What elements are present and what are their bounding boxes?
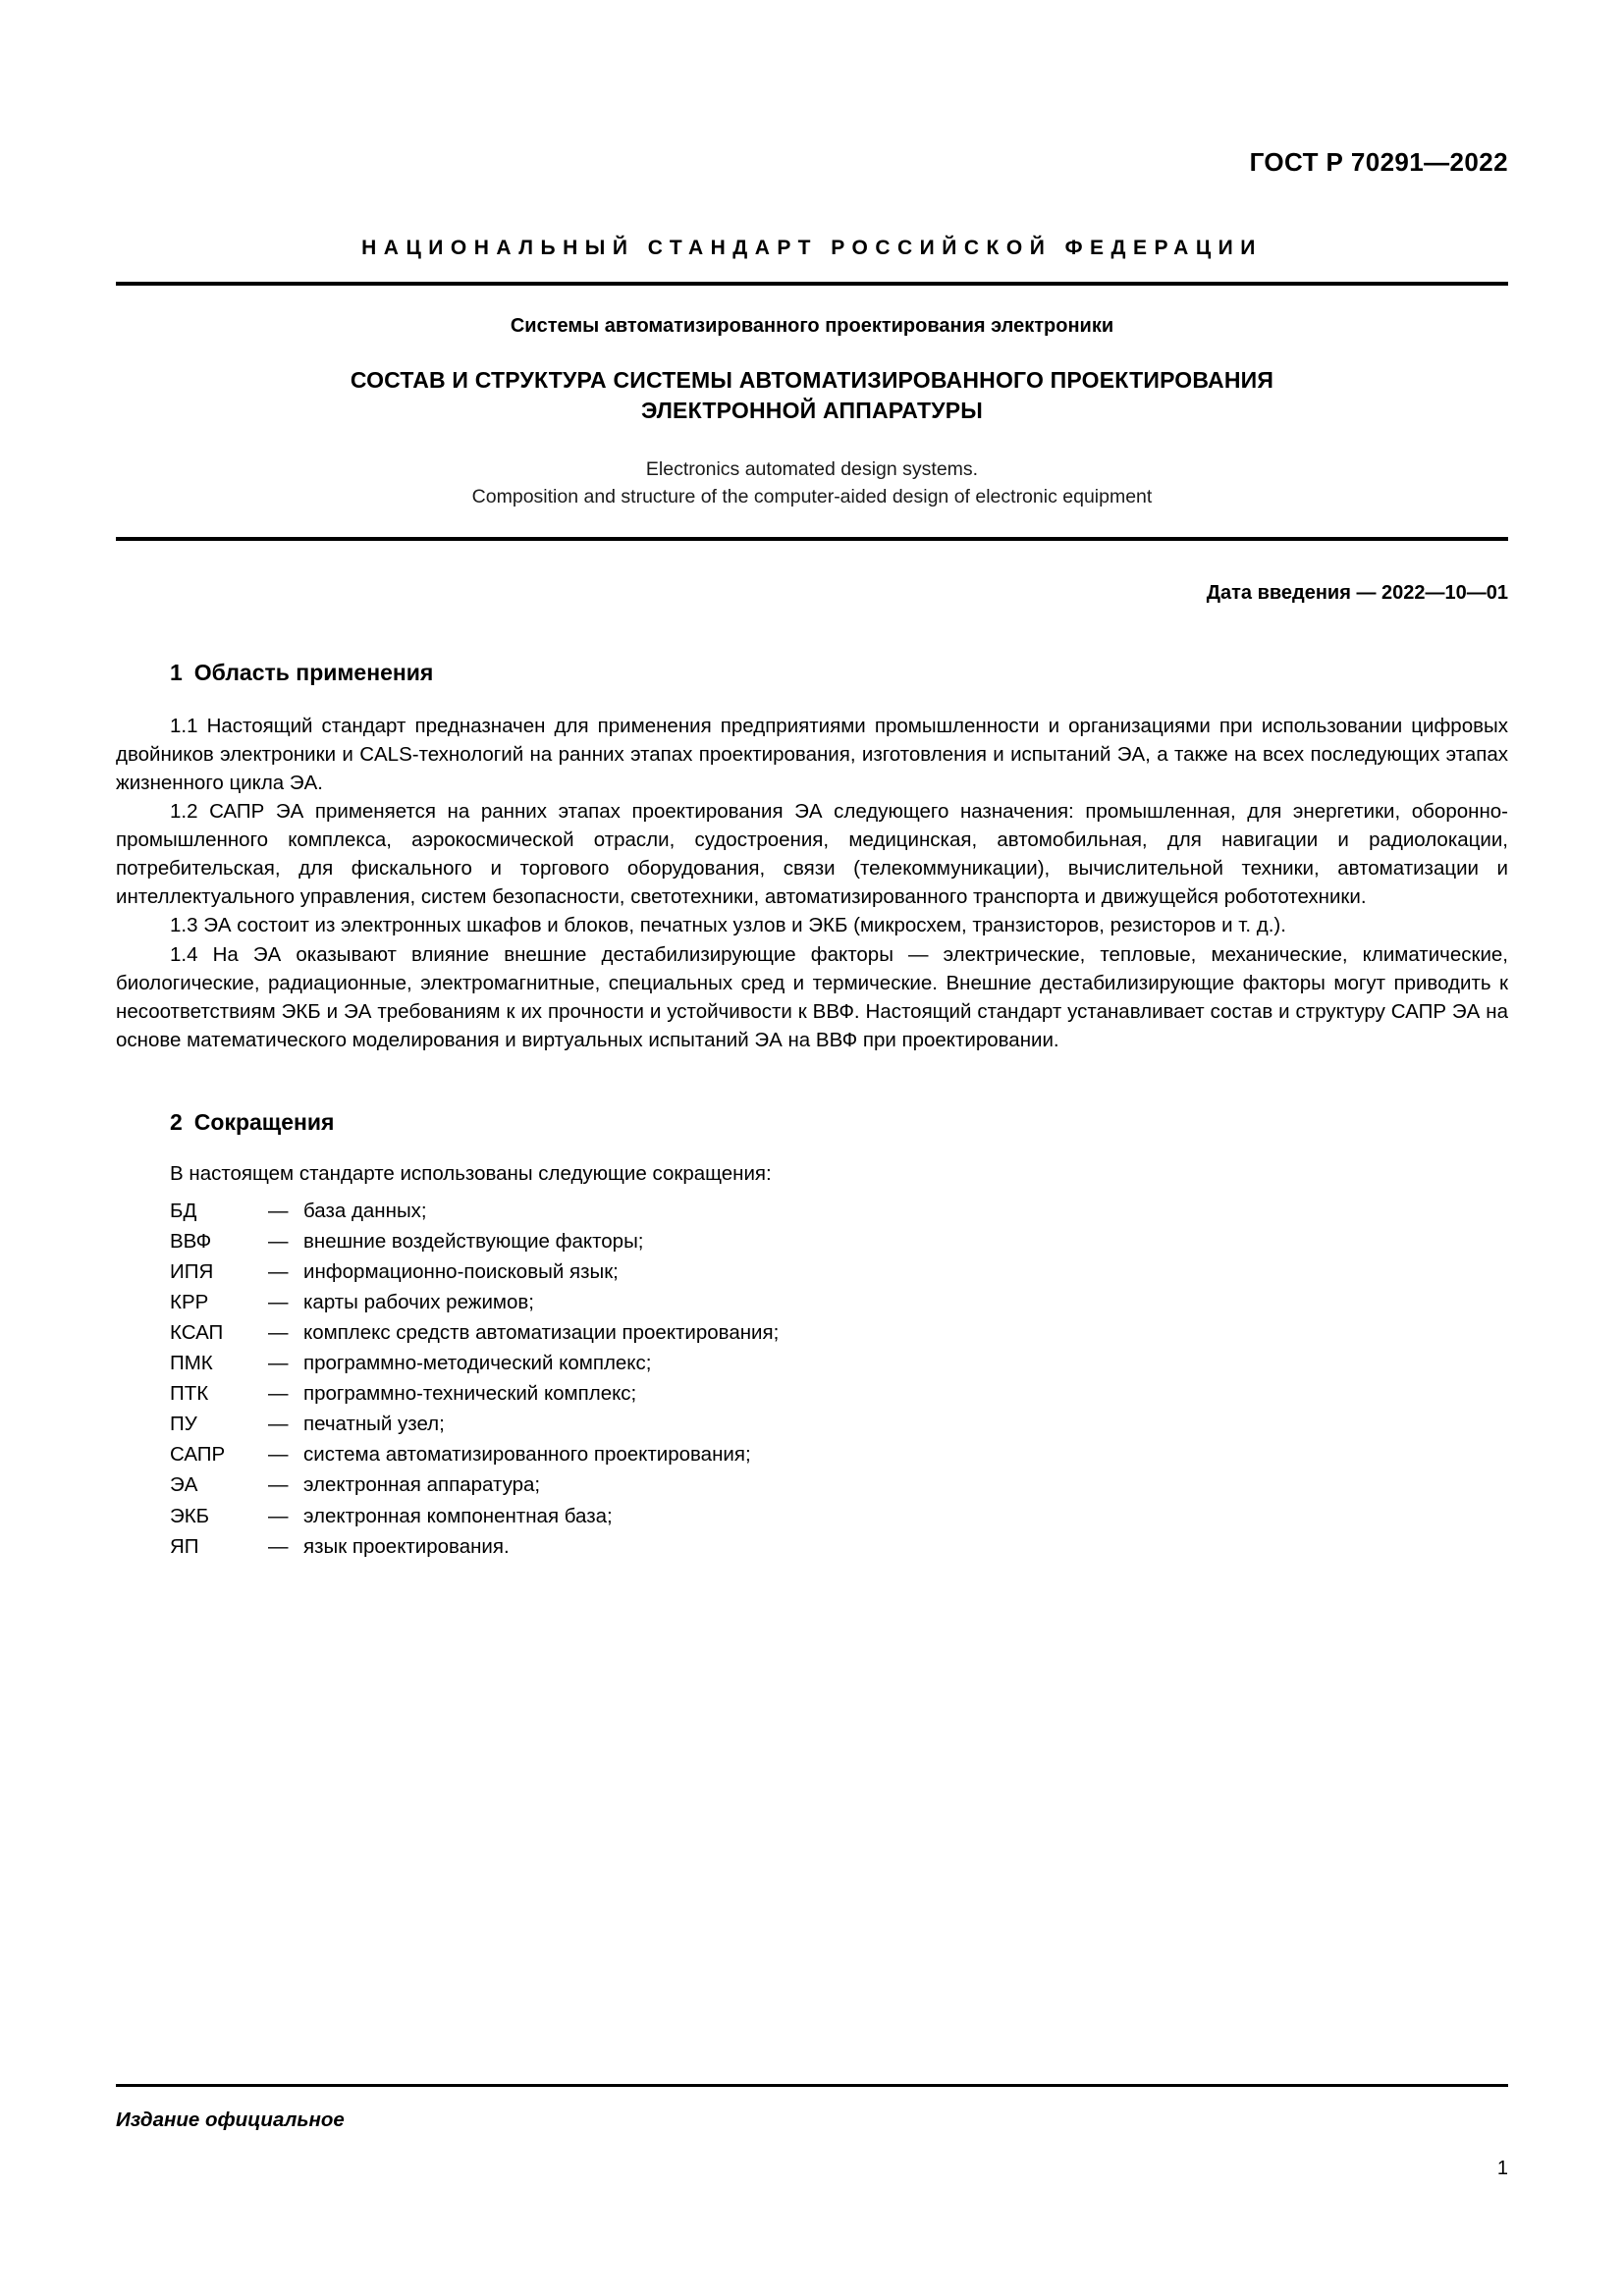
abbreviation-dash: —	[268, 1321, 289, 1345]
abbreviation-value: электронная аппаратура;	[303, 1473, 541, 1497]
divider-under-title	[116, 537, 1508, 541]
abbreviation-key: ЯП	[170, 1534, 199, 1558]
abbreviation-value: печатный узел;	[303, 1413, 445, 1436]
series-subtitle: Системы автоматизированного проектирования электроники	[510, 315, 1114, 337]
table-row	[170, 1469, 779, 1500]
table-row	[170, 1226, 779, 1256]
abbreviation-key: ВВФ	[170, 1230, 212, 1254]
document-code: ГОСТ Р 70291—2022	[1249, 147, 1508, 177]
abbreviation-value: электронная компонентная база;	[303, 1504, 613, 1527]
page-title-line-1: СОСТАВ И СТРУКТУРА СИСТЕМЫ АВТОМАТИЗИРОВАННОГО ПРОЕКТИРОВАНИЯ	[350, 367, 1274, 393]
abbreviation-value: язык проектирования.	[303, 1534, 510, 1558]
abbreviation-dash: —	[268, 1473, 289, 1497]
table-row	[170, 1531, 779, 1562]
table-row	[170, 1501, 779, 1531]
page-title-line-2: ЭЛЕКТРОННОЙ АППАРАТУРЫ	[641, 398, 983, 424]
abbreviation-key: КСАП	[170, 1321, 224, 1345]
abbreviations-table	[170, 1196, 779, 1562]
abbreviation-value: карты рабочих режимов;	[303, 1291, 534, 1314]
divider-top	[116, 282, 1508, 286]
section-title-1: Область применения	[193, 659, 434, 685]
table-row	[170, 1439, 779, 1469]
section-number-2: 2	[170, 1108, 183, 1135]
section-title-2: Сокращения	[193, 1108, 335, 1135]
abbreviation-key: ИПЯ	[170, 1260, 214, 1284]
table-row	[170, 1409, 779, 1439]
abbreviation-value: информационно-поисковый язык;	[303, 1260, 619, 1284]
page-number: 1	[1496, 2158, 1508, 2179]
english-title-line-1: Electronics automated design systems.	[645, 458, 979, 481]
abbreviation-value: программно-технический комплекс;	[303, 1382, 637, 1406]
paragraph-1-3: 1.3 ЭА состоит из электронных шкафов и блоков, печатных узлов и ЭКБ (микросхем, транзисторов, резисторов и т. д.).	[170, 914, 1286, 937]
abbreviation-key: ПТК	[170, 1382, 209, 1406]
english-title-line-2: Composition and structure of the computer-aided design of electronic equipment	[471, 486, 1153, 508]
abbreviation-dash: —	[268, 1230, 289, 1254]
section-number-1: 1	[170, 659, 183, 685]
abbreviation-dash: —	[268, 1260, 289, 1284]
abbreviation-dash: —	[268, 1504, 289, 1527]
abbreviation-dash: —	[268, 1291, 289, 1314]
paragraph-1-4: 1.4 На ЭА оказывают влияние внешние дестабилизирующие факторы — электрические, тепловые, механические, климатические, биологические, радиационные, электромагнитные, специальных сред и термические. Внешние дестабилизирующие факторы могут приводить к несоответствиям ЭКБ и ЭА требованиям к их прочности и устойчивости к ВВФ. Настоящий стандарт устанавливает состав и структуру САПР ЭА на основе математического моделирования и виртуальных испытаний ЭА на ВВФ при проектировании.	[116, 942, 1508, 1051]
abbreviation-value: внешние воздействующие факторы;	[303, 1230, 644, 1254]
abbreviation-key: САПР	[170, 1443, 226, 1467]
abbreviation-value: база данных;	[303, 1200, 427, 1223]
paragraph-1-2: 1.2 САПР ЭА применяется на ранних этапах проектирования ЭА следующего назначения: промышленная, для энергетики, оборонно-промышленного комплекса, аэрокосмической отрасли, судостроения, медицинская, автомобильная, для навигации и радиолокации, потребительская, для фискального и торгового оборудования, связи (телекоммуникации), вычислительной техники, автоматизации и интеллектуального управления, систем безопасности, светотехники, автоматизированного транспорта и движущейся робототехники.	[116, 799, 1508, 909]
section-heading-2	[116, 1109, 1508, 1136]
abbreviation-key: КРР	[170, 1291, 209, 1314]
abbreviation-value: система автоматизированного проектирования;	[303, 1443, 751, 1467]
abbreviation-value: программно-методический комплекс;	[303, 1352, 652, 1375]
abbreviation-key: ПМК	[170, 1352, 213, 1375]
divider-footer	[116, 2084, 1508, 2087]
abbreviations-intro: В настоящем стандарте использованы следующие сокращения:	[170, 1161, 772, 1185]
table-row	[170, 1287, 779, 1317]
section-heading-1	[116, 660, 1508, 686]
abbreviation-key: ПУ	[170, 1413, 197, 1436]
table-row	[170, 1196, 779, 1226]
abbreviation-dash: —	[268, 1200, 289, 1223]
table-row	[170, 1317, 779, 1348]
abbreviation-value: комплекс средств автоматизации проектирования;	[303, 1321, 780, 1345]
abbreviation-dash: —	[268, 1352, 289, 1375]
paragraph-1-1: 1.1 Настоящий стандарт предназначен для применения предприятиями промышленности и организациями при использовании цифровых двойников электроники и CALS-технологий на ранних этапах проектирования, изготовления и испытаний ЭА, а также на всех последующих этапах жизненного цикла ЭА.	[116, 714, 1508, 794]
page-footer	[116, 2084, 1508, 2180]
introduction-date: Дата введения — 2022—10—01	[1206, 581, 1508, 604]
abbreviation-key: ЭКБ	[170, 1504, 210, 1527]
table-row	[170, 1378, 779, 1409]
abbreviation-dash: —	[268, 1443, 289, 1467]
page-title	[116, 365, 1508, 426]
abbreviation-dash: —	[268, 1413, 289, 1436]
table-row	[170, 1256, 779, 1287]
abbreviation-key: БД	[170, 1200, 197, 1223]
abbreviation-dash: —	[268, 1382, 289, 1406]
english-title	[116, 455, 1508, 511]
national-standard-heading: НАЦИОНАЛЬНЫЙ СТАНДАРТ РОССИЙСКОЙ ФЕДЕРАЦИИ	[361, 237, 1263, 259]
abbreviation-key: ЭА	[170, 1473, 198, 1497]
official-edition-note: Издание официальное	[116, 2109, 345, 2131]
abbreviation-dash: —	[268, 1534, 289, 1558]
table-row	[170, 1348, 779, 1378]
